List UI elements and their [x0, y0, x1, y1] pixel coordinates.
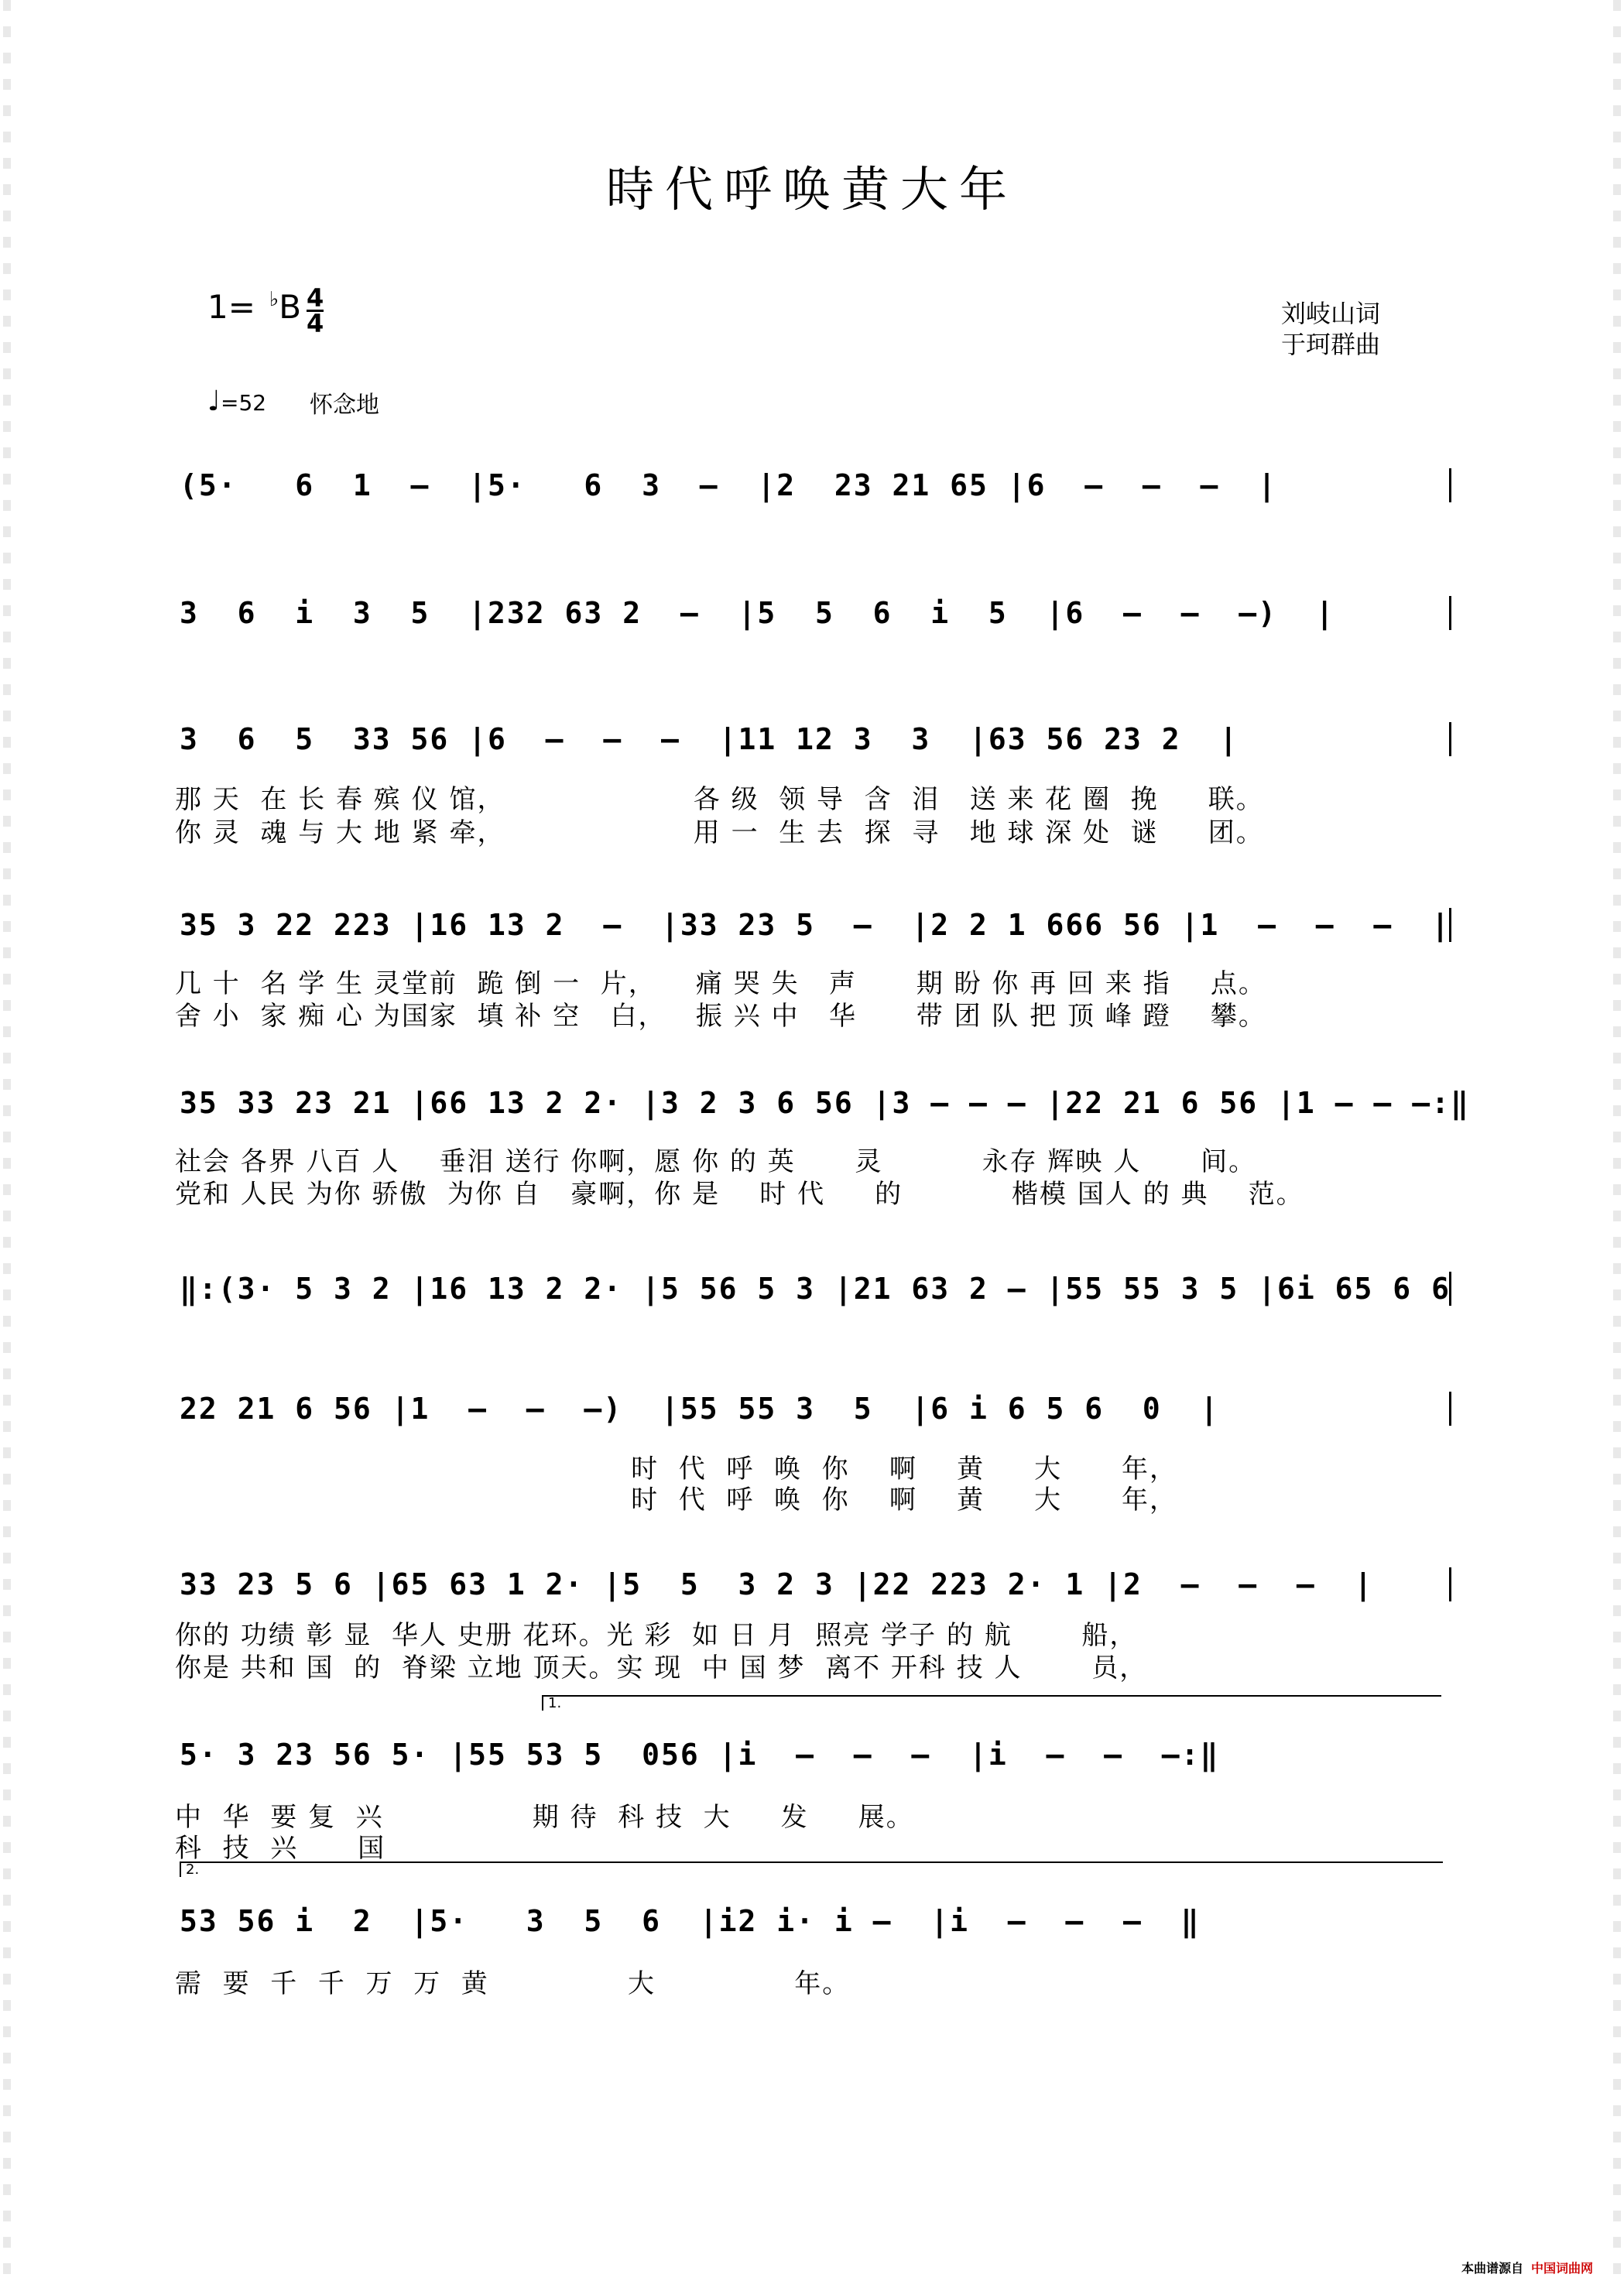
score-row: 35 33 23 21 |66 13 2 2· |3 2 3 6 56 |3 – – – |22 21 6 56 |1 – – –:‖ — [180, 1086, 1470, 1120]
key-note: B — [279, 288, 302, 326]
meter-bottom: 4 — [307, 309, 324, 338]
volta-label-2: 2. — [186, 1861, 200, 1878]
lyric-line: 需 要 千 千 万 万 黄 大 年。 — [175, 1968, 851, 1999]
score-row: 3 6 5 33 56 |6 – – – |11 12 3 3 |63 56 23 2 | — [180, 722, 1451, 756]
lyric-line: 你的 功绩 彰 显 华人 史册 花环。光 彩 如 日 月 照亮 学子 的 航 船， — [175, 1620, 1138, 1651]
key-signature — [207, 288, 312, 326]
score-row: (5· 6 1 – |5· 6 3 – |2 23 21 65 |6 – – – | — [180, 468, 1451, 502]
footer-site-link[interactable]: 中国词曲网 — [1530, 2261, 1593, 2276]
lyric-line: 科 技 兴 国 — [175, 1833, 386, 1864]
volta-label-1: 1. — [548, 1695, 562, 1711]
lyric-line: 社会 各界 八百 人 垂泪 送行 你啊，愿 你 的 英 灵 永存 辉映 人 间。 — [175, 1146, 1257, 1177]
lyric-line: 你 灵 魂 与 大 地 紧 牵， 用 一 生 去 探 寻 地 球 深 处 谜 团。 — [175, 817, 1264, 848]
lyric-line: 中 华 要 复 兴 期 待 科 技 大 发 展。 — [175, 1802, 914, 1833]
expression-marking: 怀念地 — [310, 392, 379, 419]
meter-top: 4 — [307, 283, 324, 313]
lyric-line: 那 天 在 长 春 殡 仪 馆， 各 级 领 导 含 泪 送 来 花 圈 挽 联。 — [175, 784, 1264, 815]
footer-source: 本曲谱源自 — [1461, 2261, 1523, 2276]
volta-bracket-2 — [180, 1861, 1443, 1877]
score-row: 35 3 22 223 |16 13 2 – |33 23 5 – |2 2 1 666 56 |1 – – – | — [180, 908, 1451, 942]
lyric-line: 时 代 呼 唤 你 啊 黄 大 年， — [175, 1485, 1177, 1516]
lyric-line: 你是 共和 国 的 脊梁 立地 顶天。实 现 中 国 梦 离不 开科 技 人 员， — [175, 1653, 1148, 1683]
score-row: 33 23 5 6 |65 63 1 2· |5 5 3 2 3 |22 223 2· 1 |2 – – – | — [180, 1567, 1451, 1601]
time-signature — [307, 283, 324, 338]
quarter-note-icon: ♩ — [207, 385, 221, 417]
score-row: 5· 3 23 56 5· |55 53 5 056 |i – – – |i – – –:‖ — [180, 1738, 1220, 1772]
tempo-marking — [207, 385, 266, 417]
score-row: 53 56 i 2 |5· 3 5 6 |i2 i· i – |i – – – ‖ — [180, 1904, 1201, 1938]
volta-bracket-1 — [542, 1695, 1441, 1711]
score-row: 3 6 i 3 5 |232 63 2 – |5 5 6 i 5 |6 – – –) | — [180, 596, 1451, 630]
score-row: ‖:(3· 5 3 2 |16 13 2 2· |5 56 5 3 |21 63 2 – |55 55 3 5 |6i 65 6 6 — [180, 1272, 1451, 1306]
composer-credit: 于珂群曲 — [1281, 330, 1381, 359]
lyric-line: 几 十 名 学 生 灵堂前 跪 倒 一 片， 痛 哭 失 声 期 盼 你 再 回 来 指 点。 — [175, 968, 1266, 999]
left-watermark-strip — [3, 0, 11, 2281]
song-title: 時代呼唤黄大年 — [605, 161, 1018, 217]
flat-icon: ♭ — [269, 288, 279, 311]
footer-credit — [1461, 2259, 1593, 2276]
key-label: 1= — [207, 288, 255, 326]
lyric-line: 舍 小 家 痴 心 为国家 填 补 空 白， 振 兴 中 华 带 团 队 把 顶 峰 蹬 攀。 — [175, 1001, 1266, 1032]
tempo-value: =52 — [220, 390, 267, 416]
right-watermark-strip — [1613, 0, 1621, 2281]
lyric-line: 时 代 呼 唤 你 啊 黄 大 年， — [175, 1454, 1177, 1485]
lyricist-credit: 刘岐山词 — [1281, 299, 1381, 328]
lyric-line: 党和 人民 为你 骄傲 为你 自 豪啊，你 是 时 代 的 楷模 国人 的 典 范。 — [175, 1179, 1304, 1210]
score-row: 22 21 6 56 |1 – – –) |55 55 3 5 |6 i 6 5 6 0 | — [180, 1392, 1451, 1426]
